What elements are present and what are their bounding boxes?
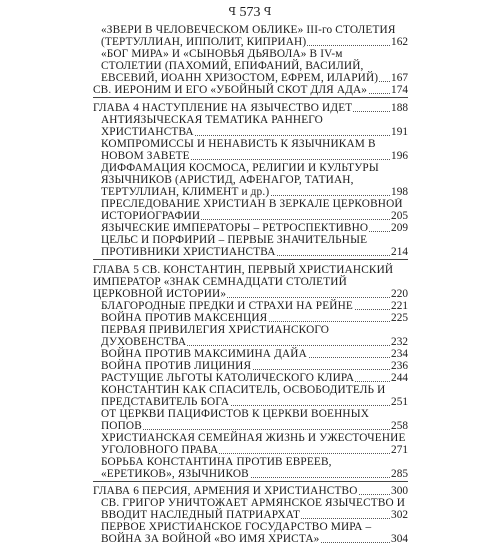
toc-line: ХРИСТИАНСКАЯ СЕМЕЙНАЯ ЖИЗНЬ И УЖЕСТОЧЕНИЕ <box>101 432 406 444</box>
section-divider <box>93 97 408 98</box>
toc-page-number: 234 <box>391 348 408 360</box>
toc-line: СТОЛЕТИИ (ПАХОМИЙ, ЕПИФАНИЙ, ВАСИЛИЙ, <box>101 60 364 72</box>
toc-entry: ПРОТИВНИКИ ХРИСТИАНСТВА <box>101 245 408 259</box>
chapter-heading: ЦЕРКОВНОЙ ИСТОРИИ» <box>93 287 408 301</box>
toc-line: ПРЕСЛЕДОВАНИЕ ХРИСТИАН В ЗЕРКАЛЕ ЦЕРКОВНОЙ <box>101 198 403 210</box>
section-divider <box>93 481 408 482</box>
chapter-heading: ГЛАВА 6 ПЕРСИЯ, АРМЕНИЯ И ХРИСТИАНСТВО <box>93 484 408 498</box>
toc-entry: ХРИСТИАНСТВА <box>101 125 408 139</box>
toc-line: ДИФФАМАЦИЯ КОСМОСА, РЕЛИГИИ И КУЛЬТУРЫ <box>101 162 379 174</box>
toc-page-number: 188 <box>391 102 408 114</box>
toc-line: КОНСТАНТИН КАК СПАСИТЕЛЬ, ОСВОБОДИТЕЛЬ И <box>101 384 386 396</box>
chapter-heading: ГЛАВА 4 НАСТУПЛЕНИЕ НА ЯЗЫЧЕСТВО ИДЕТ <box>93 101 408 115</box>
right-ornament-icon: ꟼ <box>264 6 272 18</box>
toc-entry: ВОЙНА ЗА ВОЙНОЙ «ВО ИМЯ ХРИСТА» <box>101 532 408 546</box>
toc-entry: ПРЕДСТАВИТЕЛЬ БОГА <box>101 395 408 409</box>
toc-entry: ВОЙНА ПРОТИВ МАКСЕНЦИЯ <box>101 311 408 325</box>
toc-page-number: 198 <box>391 186 408 198</box>
chapter-heading: ИМПЕРАТОР «ЗНАК СЕМНАДЦАТИ СТОЛЕТИЙ <box>93 276 347 288</box>
toc-entry: УГОЛОВНОГО ПРАВА <box>101 443 408 457</box>
toc-entry: ПОПОВ <box>101 419 408 433</box>
toc-line: «ЗВЕРИ В ЧЕЛОВЕЧЕСКОМ ОБЛИКЕ» III-го СТОЛЕТИЯ <box>101 24 396 36</box>
toc-page-number: 221 <box>391 300 408 312</box>
toc-page-number: 251 <box>391 396 408 408</box>
toc-line: КОМПРОМИССЫ И НЕНАВИСТЬ К ЯЗЫЧНИКАМ В <box>101 138 376 150</box>
toc-page-number: 220 <box>391 288 408 300</box>
toc-entry: НОВОМ ЗАВЕТЕ <box>101 149 408 163</box>
toc-page-number: 302 <box>391 509 408 521</box>
toc-line: «БОГ МИРА» И «СЫНОВЬЯ ДЬЯВОЛА» В IV-м <box>101 48 343 60</box>
toc-page-number: 236 <box>391 360 408 372</box>
page-header <box>0 4 500 21</box>
toc-page-number: 244 <box>391 372 408 384</box>
toc-entry: ВОЙНА ПРОТИВ ЛИЦИНИЯ <box>101 359 408 373</box>
toc-entry: РАСТУЩИЕ ЛЬГОТЫ КАТОЛИЧЕСКОГО КЛИРА <box>101 371 408 385</box>
toc-line: СВ. ГРИГОР УНИЧТОЖАЕТ АРМЯНСКОЕ ЯЗЫЧЕСТВО И <box>101 497 406 509</box>
toc-page-number: 196 <box>391 150 408 162</box>
toc-entry: (ТЕРТУЛЛИАН, ИППОЛИТ, КИПРИАН) <box>101 35 408 49</box>
toc-page-number: 209 <box>391 222 408 234</box>
toc-entry: ЯЗЫЧЕСКИЕ ИМПЕРАТОРЫ – РЕТРОСПЕКТИВНО <box>101 221 408 235</box>
toc-page-number: 300 <box>391 485 408 497</box>
toc-line: ПЕРВОЕ ХРИСТИАНСКОЕ ГОСУДАРСТВО МИРА – <box>101 521 372 533</box>
toc-page-number: 167 <box>391 72 408 84</box>
toc-line: ЦЕЛЬС И ПОРФИРИЙ – ПЕРВЫЕ ЗНАЧИТЕЛЬНЫЕ <box>101 234 368 246</box>
toc-page-number: 174 <box>391 84 408 96</box>
toc-page-number: 271 <box>391 444 408 456</box>
toc-entry: ВВОДИТ НАСЛЕДНЫЙ ПАТРИАРХАТ <box>101 508 408 522</box>
toc-page-number: 205 <box>391 210 408 222</box>
toc-entry: ИСТОРИОГРАФИИ <box>101 209 408 223</box>
toc-line: ОТ ЦЕРКВИ ПАЦИФИСТОВ К ЦЕРКВИ ВОЕННЫХ <box>101 408 370 420</box>
toc-page-number: 285 <box>391 468 408 480</box>
toc-line: ЯЗЫЧНИКОВ (АРИСТИД, АФЕНАГОР, ТАТИАН, <box>101 174 354 186</box>
toc-page-number: 232 <box>391 336 408 348</box>
section-divider <box>93 259 408 260</box>
toc-page-number: 258 <box>391 420 408 432</box>
left-ornament-icon: ꟼ <box>228 6 236 18</box>
page-number: 573 <box>239 5 261 20</box>
toc-entry: ТЕРТУЛЛИАН, КЛИМЕНТ и др.) <box>101 185 408 199</box>
toc-page-number: 304 <box>391 533 408 545</box>
toc-page-number: 162 <box>391 36 408 48</box>
toc-page-number: 225 <box>391 312 408 324</box>
toc-page-number: 214 <box>391 246 408 258</box>
toc-entry: ЕВСЕВИЙ, ИОАНН ХРИЗОСТОМ, ЕФРЕМ, ИЛАРИЙ) <box>101 71 408 85</box>
toc-line: АНТИЯЗЫЧЕСКАЯ ТЕМАТИКА РАННЕГО <box>101 114 323 126</box>
toc-entry: БЛАГОРОДНЫЕ ПРЕДКИ И СТРАХИ НА РЕЙНЕ <box>101 299 408 313</box>
toc-line: БОРЬБА КОНСТАНТИНА ПРОТИВ ЕВРЕЕВ, <box>101 456 332 468</box>
toc-entry: ВОЙНА ПРОТИВ МАКСИМИНА ДАЙА <box>101 347 408 361</box>
toc-page-number: 191 <box>391 126 408 138</box>
toc-line: ПЕРВАЯ ПРИВИЛЕГИЯ ХРИСТИАНСКОГО <box>101 324 330 336</box>
toc-entry: СВ. ИЕРОНИМ И ЕГО «УБОЙНЫЙ СКОТ ДЛЯ АДА» <box>93 83 408 97</box>
toc-entry: ДУХОВЕНСТВА <box>101 335 408 349</box>
toc-entry: «ЕРЕТИКОВ», ЯЗЫЧНИКОВ <box>101 467 408 481</box>
chapter-heading: ГЛАВА 5 СВ. КОНСТАНТИН, ПЕРВЫЙ ХРИСТИАНСКИЙ <box>93 264 394 276</box>
